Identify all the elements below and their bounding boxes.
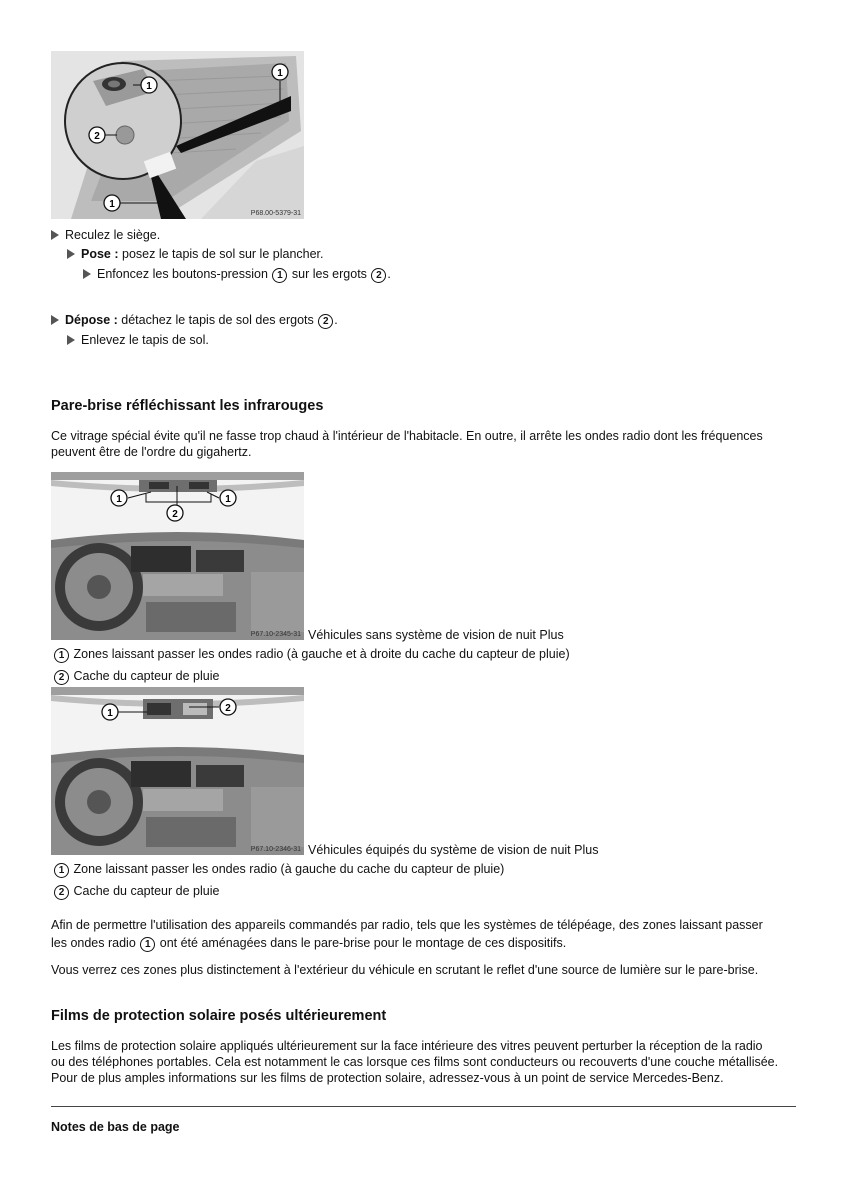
films-paragraph	[51, 1038, 791, 1086]
figure-code: P67.10-2345-31	[250, 631, 301, 638]
legend-item-1	[53, 647, 570, 663]
step-text: sur les ergots	[288, 267, 371, 281]
windscreen-illustration-1	[51, 472, 304, 640]
floor-mat-figure	[51, 51, 304, 219]
step-reculez	[51, 228, 160, 243]
step-text: .	[334, 313, 338, 327]
paragraph-line	[51, 934, 791, 952]
legend-text: Zone laissant passer les ondes radio (à gauche du cache du capteur de pluie)	[73, 862, 505, 876]
callout-1-icon: 1	[140, 937, 155, 952]
step-text: Enfoncez les boutons-pression	[97, 267, 272, 281]
paragraph-line: Ce vitrage spécial évite qu'il ne fasse trop chaud à l'intérieur de l'habitacle. En outre, il arrête les ondes radio dont les fréquences	[51, 429, 763, 443]
paragraph-line: peuvent être de l'ordre du gigahertz.	[51, 445, 252, 459]
section-title-films: Films de protection solaire posés ultérieurement	[51, 1008, 387, 1024]
arrow-bullet-icon	[67, 335, 75, 345]
callout-2-icon: 2	[54, 885, 69, 900]
section-title-pare-brise: Pare-brise réfléchissant les infrarouges	[51, 398, 324, 414]
figure-caption: Véhicules sans système de vision de nuit Plus	[308, 628, 564, 642]
step-bold: Dépose :	[65, 313, 118, 327]
svg-text:1: 1	[107, 708, 113, 719]
svg-text:1: 1	[146, 81, 152, 92]
legend-item-1	[53, 862, 504, 878]
callout-1-icon: 1	[272, 268, 287, 283]
figure-code: P68.00-5379-31	[250, 210, 301, 217]
paragraph-text: les ondes radio	[51, 936, 140, 950]
radio-zones-paragraph	[51, 916, 791, 952]
legend-item-2	[53, 669, 219, 685]
paragraph-line: Pour de plus amples informations sur les films de protection solaire, adressez-vous à un point de service Mercedes-Benz.	[51, 1071, 724, 1085]
marker-2	[220, 699, 236, 715]
callout-2-icon: 2	[318, 314, 333, 329]
figure-caption: Véhicules équipés du système de vision de nuit Plus	[308, 843, 599, 857]
callout-1-icon: 1	[54, 648, 69, 663]
marker-1-right	[220, 490, 236, 506]
legend-text: Cache du capteur de pluie	[73, 884, 220, 898]
footnotes-title: Notes de bas de page	[51, 1120, 180, 1134]
arrow-bullet-icon	[51, 230, 59, 240]
intro-paragraph	[51, 428, 791, 460]
callout-1-icon: 1	[54, 863, 69, 878]
step-text: Reculez le siège.	[65, 228, 161, 242]
marker-1c	[104, 195, 120, 211]
step-text: détachez le tapis de sol des ergots	[117, 313, 318, 327]
paragraph-line: Les films de protection solaire appliqués ultérieurement sur la face intérieure des vitres peuvent perturber la réception de la radio	[51, 1039, 763, 1053]
step-text: Enlevez le tapis de sol.	[81, 333, 209, 347]
marker-1	[102, 704, 118, 720]
legend-item-2	[53, 884, 219, 900]
step-text: posez le tapis de sol sur le plancher.	[118, 247, 324, 261]
step-pose	[67, 247, 324, 262]
marker-1-left	[111, 490, 127, 506]
arrow-bullet-icon	[51, 315, 59, 325]
step-enfoncez	[83, 267, 391, 283]
step-enlevez	[67, 333, 209, 348]
figure-code: P67.10-2346-31	[250, 846, 301, 853]
windscreen-figure-1	[51, 472, 304, 640]
svg-text:1: 1	[225, 494, 231, 505]
svg-text:1: 1	[109, 199, 115, 210]
marker-1a	[141, 77, 157, 93]
svg-text:1: 1	[116, 494, 122, 505]
step-depose	[51, 313, 338, 329]
reflection-paragraph: Vous verrez ces zones plus distinctement à l'extérieur du véhicule en scrutant le reflet d'une source de lumière sur le pare-brise.	[51, 963, 759, 977]
divider	[51, 1106, 796, 1107]
step-text: .	[387, 267, 391, 281]
marker-2	[167, 505, 183, 521]
paragraph-line: ou des téléphones portables. Cela est notamment le cas lorsque ces films sont conducteurs ou recouverts d'une couche métallisée.	[51, 1055, 779, 1069]
windscreen-figure-2	[51, 687, 304, 855]
legend-text: Zones laissant passer les ondes radio (à gauche et à droite du cache du capteur de pluie)	[73, 647, 570, 661]
marker-2	[89, 127, 105, 143]
marker-1b	[272, 64, 288, 80]
arrow-bullet-icon	[67, 249, 75, 259]
callout-2-icon: 2	[371, 268, 386, 283]
svg-text:1: 1	[277, 68, 283, 79]
svg-text:2: 2	[172, 509, 178, 520]
paragraph-text: ont été aménagées dans le pare-brise pour le montage de ces dispositifs.	[156, 936, 567, 950]
svg-text:2: 2	[225, 703, 231, 714]
windscreen-illustration-2	[51, 687, 304, 855]
legend-text: Cache du capteur de pluie	[73, 669, 220, 683]
callout-2-icon: 2	[54, 670, 69, 685]
arrow-bullet-icon	[83, 269, 91, 279]
svg-text:2: 2	[94, 131, 100, 142]
floor-mat-illustration	[51, 51, 304, 219]
step-bold: Pose :	[81, 247, 119, 261]
paragraph-line: Afin de permettre l'utilisation des appareils commandés par radio, tels que les systèmes de télépéage, des zones laissant passer	[51, 918, 763, 932]
